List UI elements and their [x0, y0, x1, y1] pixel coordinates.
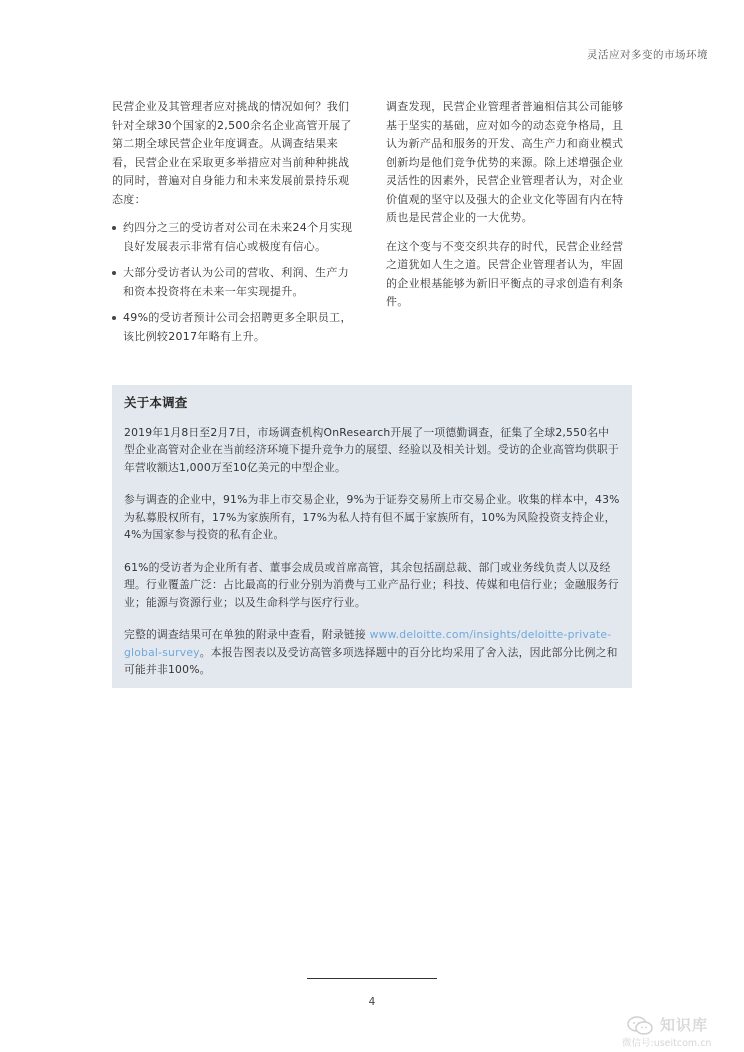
right-column — [386, 98, 632, 322]
survey-paragraph-appendix — [124, 626, 620, 679]
list-item-text: 约四分之三的受访者对公司在未来24个月实现良好发展表示非常有信心或极度有信心。 — [123, 221, 353, 253]
about-survey-box — [112, 385, 632, 688]
wechat-icon — [626, 1015, 654, 1037]
survey-paragraph-ownership: 参与调查的企业中，91%为非上市交易企业，9%为于证券交易所上市交易企业。收集的样本中，43%为私募股权所有，17%为家族所有，17%为私人持有但不属于家族所有，10%为风险投资支持企业，4%为国家参与投资的私有企业。 — [124, 493, 620, 541]
appendix-text-after: 。本报告图表以及受访高管多项选择题中的百分比均采用了舍入法，因此部分比例之和可能并非100%。 — [124, 645, 618, 676]
list-item — [112, 219, 358, 256]
bullet-icon — [112, 316, 116, 320]
intro-paragraph: 民营企业及其管理者应对挑战的情况如何？我们针对全球30个国家的2,500余名企业高管开展了第二期全球民营企业年度调查。从调查结果来看，民营企业在采取更多举措应对当前种种挑战的同时，普遍对自身能力和未来发展前景持乐观态度： — [112, 100, 352, 206]
conclusion-paragraph: 在这个变与不变交织共存的时代，民营企业经营之道犹如人生之道。民营企业管理者认为，牢固的企业根基能够为新旧平衡点的寻求创造有利条件。 — [386, 239, 624, 308]
list-item — [112, 309, 358, 346]
watermark-brand: 知识库 — [660, 1016, 709, 1034]
list-item — [112, 264, 358, 301]
watermark — [622, 1013, 732, 1047]
footer-divider — [307, 978, 437, 979]
bullet-icon — [112, 271, 116, 275]
appendix-link[interactable]: www.deloitte.com/insights/deloitte-private-global-survey — [124, 628, 612, 659]
watermark-subtitle: 微信号:useitcom.cn — [622, 1038, 712, 1049]
list-item-text: 大部分受访者认为公司的营收、利润、生产力和资本投资将在未来一年实现提升。 — [123, 266, 349, 298]
list-item-text: 49%的受访者预计公司会招聘更多全职员工，该比例较2017年略有上升。 — [123, 311, 352, 343]
survey-paragraph-timing: 2019年1月8日至2月7日，市场调查机构OnResearch开展了一项德勤调查，征集了全球2,550名中型企业高管对企业在当前经济环境下提升竞争力的展望、经验以及相关计划。受访的企业高管均供职于年营收额达1,000万至10亿美元的中型企业。 — [124, 425, 619, 474]
findings-list — [112, 219, 358, 346]
survey-title: 关于本调查 — [124, 395, 188, 410]
left-column — [112, 98, 358, 354]
bullet-icon — [112, 226, 116, 230]
page-number: 4 — [368, 996, 376, 1008]
running-header: 灵活应对多变的市场环境 — [587, 49, 708, 61]
survey-paragraph-respondents: 61%的受访者为企业所有者、董事会成员或首席高管，其余包括副总裁、部门或业务线负责人以及经理。行业覆盖广泛：占比最高的行业分别为消费与工业产品行业；科技、传媒和电信行业；金融服务行业；能源与资源行业；以及生命科学与医疗行业。 — [124, 560, 619, 609]
findings-paragraph: 调查发现，民营企业管理者普遍相信其公司能够基于坚实的基础，应对如今的动态竞争格局，且认为新产品和服务的开发、高生产力和商业模式创新均是他们竞争优势的来源。除上述增强企业灵活性的因素外，民营企业管理者认为，对企业价值观的坚守以及强大的企业文化等固有内在特质也是民营企业的一大优势。 — [386, 100, 624, 224]
appendix-text-before: 完整的调查结果可在单独的附录中查看，附录链接 — [124, 628, 366, 641]
